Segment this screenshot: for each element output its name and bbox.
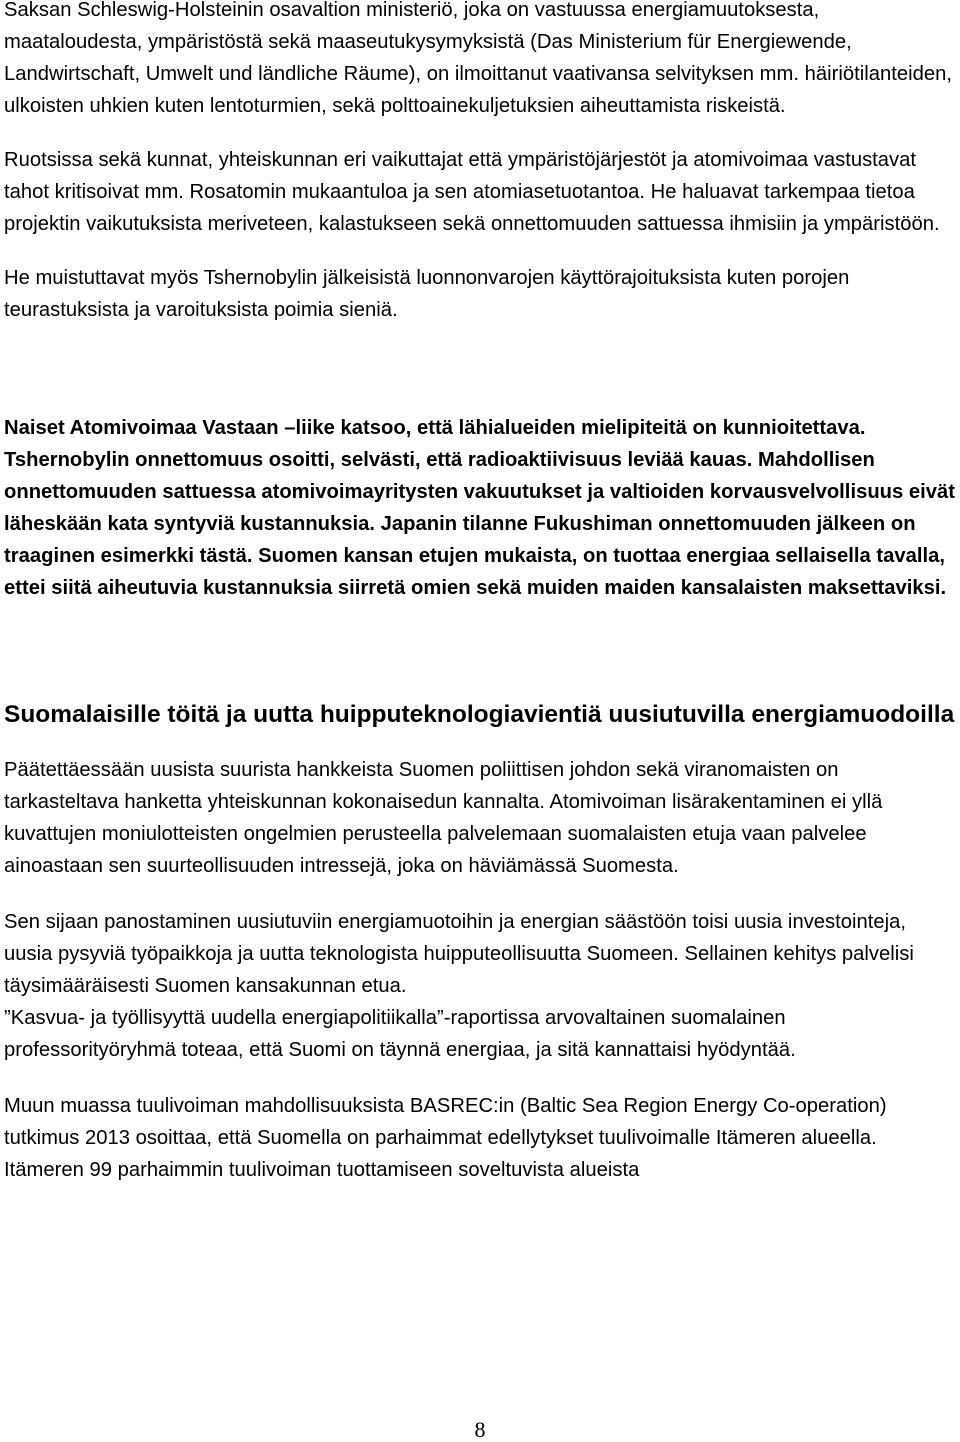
document-page (4, 0, 958, 1186)
section-heading: Suomalaisille töitä ja uutta huipputeknologiavientiä uusiutuvilla energiamuodoilla (4, 701, 955, 728)
paragraph-basrec: Muun muassa tuulivoiman mahdollisuuksista BASREC:in (Baltic Sea Region Energy Co-operation) tutkimus 2013 osoittaa, että Suomella on parhaimmat edellytykset tuulivoimalle Itämeren alueella. Itämeren 99 parhaimmin tuulivoiman tuottamiseen soveltuvista alueista (4, 1095, 887, 1181)
paragraph-ruotsi: Ruotsissa sekä kunnat, yhteiskunnan eri vaikuttajat että ympäristöjärjestöt ja atomivoimaa vastustavat tahot kritisoivat mm. Rosatomin mukaantuloa ja sen atomiasetuotantoa. He haluavat tarkempaa tietoa projektin vaikutuksista meriveteen, kalastukseen sekä onnettomuuden sattuessa ihmisiin ja ympäristöön. (4, 149, 940, 235)
paragraph-tshernobyl: He muistuttavat myös Tshernobylin jälkeisistä luonnonvarojen käyttörajoituksista kuten porojen teurastuksista ja varoituksista poimia sieniä. (4, 267, 850, 321)
paragraph-sen-sijaan: Sen sijaan panostaminen uusiutuviin energiamuotoihin ja energian säästöön toisi uusia investointeja, uusia pysyviä työpaikkoja ja uutta teknologista huipputeollisuutta Suomeen. Sellainen kehitys palvelisi täysimääräisesti Suomen kansakunnan etua. (4, 911, 914, 997)
paragraph-paatettaessaan: Päätettäessään uusista suurista hankkeista Suomen poliittisen johdon sekä viranomaisten on tarkasteltava hanketta yhteiskunnan kokonaisedun kannalta. Atomivoiman lisärakentaminen ei yllä kuvattujen moniulotteisten ongelmien perusteella palvelemaan suomalaisten etuja vaan palvelee ainoastaan sen suurteollisuuden intressejä, joka on häviämässä Suomesta. (4, 759, 883, 877)
paragraph-group-uusiutuvat (4, 906, 958, 1066)
paragraph-schleswig-holstein: Saksan Schleswig-Holsteinin osavaltion ministeriö, joka on vastuussa energiamuutoksesta, maataloudesta, ympäristöstä sekä maaseutukysymyksistä (Das Ministerium für Energiewende, Landwirtschaft, Umwelt und ländliche Räume), on ilmoittanut vaativansa selvityksen mm. häiriötilanteiden, ulkoisten uhkien kuten lentoturmien, sekä polttoainekuljetuksien aiheuttamista riskeistä. (4, 0, 952, 117)
page-number: 8 (474, 1417, 486, 1442)
paragraph-naiset-atomivoimaa-vastaan: Naiset Atomivoimaa Vastaan –liike katsoo, että lähialueiden mielipiteitä on kunnioitettava. Tshernobylin onnettomuus osoitti, selvästi, että radioaktiivisuus leviää kauas. Mahdollisen onnettomuuden sattuessa atomivoimayritysten vakuutukset ja valtioiden korvausvelvollisuus eivät läheskään kata syntyviä kustannuksia. Japanin tilanne Fukushiman onnettomuuden jälkeen on traaginen esimerkki tästä. Suomen kansan etujen mukaista, on tuottaa energiaa sellaisella tavalla, ettei siitä aiheutuvia kustannuksia siirretä omien sekä muiden maiden kansalaisten maksettaviksi. (4, 417, 956, 599)
paragraph-kasvua-raportti: ”Kasvua- ja työllisyyttä uudella energiapolitiikalla”-raportissa arvovaltainen suomalainen professorityöryhmä toteaa, että Suomi on täynnä energiaa, ja sitä kannattaisi hyödyntää. (4, 1007, 796, 1061)
